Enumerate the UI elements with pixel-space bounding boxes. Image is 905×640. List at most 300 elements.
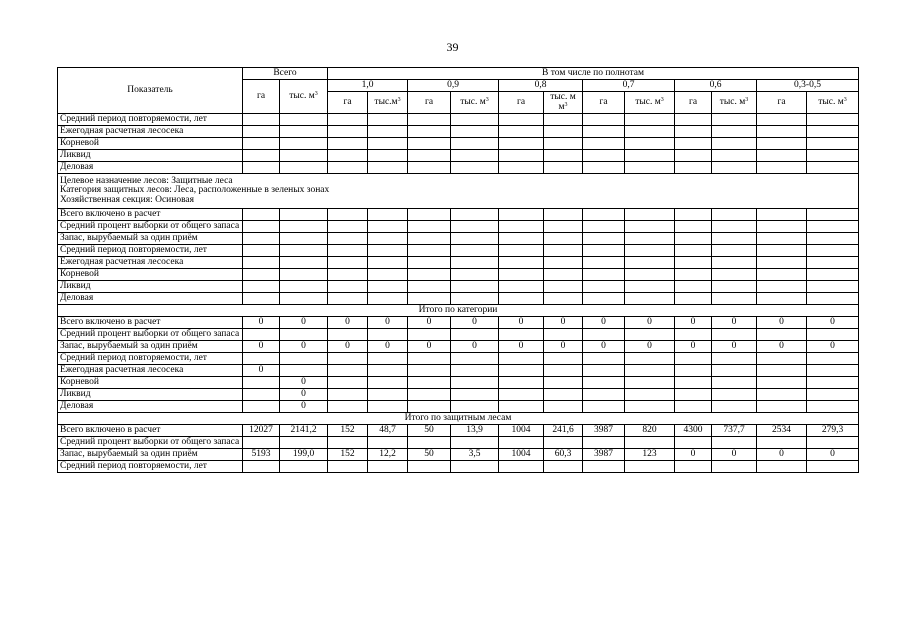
table-row [58, 353, 859, 365]
table-cell [625, 126, 675, 138]
table-row [58, 449, 859, 461]
table-cell [544, 353, 583, 365]
table-cell [499, 329, 544, 341]
table-cell [712, 209, 757, 221]
table-cell [451, 329, 499, 341]
table-cell [625, 114, 675, 126]
table-cell [243, 209, 280, 221]
table-cell: 820 [625, 425, 675, 437]
table-cell [544, 329, 583, 341]
table-cell [328, 401, 368, 413]
row-label: Запас, вырубаемый за один приём [58, 449, 243, 461]
table-row [58, 461, 859, 473]
table-cell [280, 269, 328, 281]
table-cell [757, 461, 807, 473]
table-cell [544, 209, 583, 221]
table-cell [368, 437, 408, 449]
table-cell [757, 245, 807, 257]
table-cell [243, 257, 280, 269]
unit-ha-header: га [328, 92, 368, 114]
table-row [58, 114, 859, 126]
table-cell [451, 221, 499, 233]
table-cell [757, 257, 807, 269]
table-row [58, 317, 859, 329]
header-row-1 [58, 68, 859, 80]
table-cell [712, 365, 757, 377]
row-label: Запас, вырубаемый за один приём [58, 341, 243, 353]
table-row [58, 329, 859, 341]
table-cell: 737,7 [712, 425, 757, 437]
unit-ha-header: га [675, 92, 712, 114]
table-cell [451, 377, 499, 389]
table-cell [544, 126, 583, 138]
table-cell [280, 365, 328, 377]
table-cell [675, 245, 712, 257]
table-cell [757, 401, 807, 413]
table-cell [408, 233, 451, 245]
table-cell [583, 329, 625, 341]
table-row [58, 162, 859, 174]
unit-vol-header: $тыс.м^3$ [368, 92, 408, 114]
table-row [58, 341, 859, 353]
table-cell [807, 126, 859, 138]
table-cell [583, 461, 625, 473]
row-label: Средний процент выборки от общего запаса [58, 329, 243, 341]
table-cell [583, 377, 625, 389]
row-label: Ликвид [58, 281, 243, 293]
table-cell [757, 221, 807, 233]
table-cell [243, 437, 280, 449]
table-cell [499, 162, 544, 174]
table-cell [243, 329, 280, 341]
table-cell [451, 257, 499, 269]
table-cell [451, 353, 499, 365]
table-cell: 0 [675, 317, 712, 329]
protective-total-title: Итого по защитным лесам [58, 413, 859, 425]
table-row [58, 245, 859, 257]
table-cell [243, 162, 280, 174]
table-cell [625, 221, 675, 233]
table-cell [451, 162, 499, 174]
table-cell [583, 209, 625, 221]
total-header: Всего [243, 68, 328, 80]
table-cell [675, 281, 712, 293]
table-cell [368, 389, 408, 401]
table-cell [712, 389, 757, 401]
table-cell [499, 126, 544, 138]
row-label: Средний период повторяемости, лет [58, 461, 243, 473]
density-group-header: В том числе по полнотам [328, 68, 859, 80]
block-4-title-body [58, 413, 859, 425]
unit-vol-header: тыс. $м^3$ [712, 92, 757, 114]
table-cell [408, 437, 451, 449]
table-cell [544, 162, 583, 174]
table-cell [280, 293, 328, 305]
row-label: Ликвид [58, 150, 243, 162]
density-0-9-header: 0,9 [408, 80, 499, 92]
table-cell [368, 377, 408, 389]
row-label: Средний процент выборки от общего запаса [58, 221, 243, 233]
row-label: Ликвид [58, 389, 243, 401]
table-cell: 0 [280, 401, 328, 413]
table-cell [368, 257, 408, 269]
table-cell [675, 209, 712, 221]
table-cell: 0 [675, 341, 712, 353]
table-cell [807, 329, 859, 341]
table-cell: 0 [712, 317, 757, 329]
table-cell: 50 [408, 449, 451, 461]
table-cell [368, 245, 408, 257]
table-row [58, 209, 859, 221]
table-row [58, 257, 859, 269]
table-cell [499, 245, 544, 257]
table-cell [583, 245, 625, 257]
table-cell [583, 114, 625, 126]
table-cell [280, 353, 328, 365]
table-cell [544, 257, 583, 269]
table-cell [368, 281, 408, 293]
table-row [58, 221, 859, 233]
table-cell: 0 [712, 341, 757, 353]
table-cell [451, 126, 499, 138]
block-1-body [58, 114, 859, 174]
table-cell [368, 138, 408, 150]
table-cell [583, 389, 625, 401]
table-cell [368, 221, 408, 233]
table-cell [757, 114, 807, 126]
row-label: Деловая [58, 401, 243, 413]
table-cell: 0 [280, 317, 328, 329]
table-cell [757, 233, 807, 245]
table-cell [408, 257, 451, 269]
row-label: Средний период повторяемости, лет [58, 114, 243, 126]
table-cell [328, 209, 368, 221]
table-cell [328, 437, 368, 449]
table-cell: 60,3 [544, 449, 583, 461]
section-title-row [58, 413, 859, 425]
table-cell [544, 269, 583, 281]
table-cell [280, 138, 328, 150]
table-cell [368, 401, 408, 413]
table-cell [625, 150, 675, 162]
table-cell [243, 377, 280, 389]
table-cell [625, 329, 675, 341]
table-cell [625, 389, 675, 401]
table-cell: 0 [757, 449, 807, 461]
table-cell [675, 329, 712, 341]
table-cell [712, 126, 757, 138]
table-cell [280, 114, 328, 126]
row-label: Всего включено в расчет [58, 209, 243, 221]
table-cell [328, 353, 368, 365]
table-cell: 2534 [757, 425, 807, 437]
indicator-header: Показатель [58, 68, 243, 114]
table-cell [408, 162, 451, 174]
unit-ha-header: га [757, 92, 807, 114]
table-cell [544, 365, 583, 377]
table-cell [368, 365, 408, 377]
info-row [58, 174, 859, 209]
table-cell: 3987 [583, 425, 625, 437]
table-cell [499, 437, 544, 449]
table-cell [807, 162, 859, 174]
row-label: Деловая [58, 293, 243, 305]
table-cell: 152 [328, 425, 368, 437]
economic-section: Хозяйственная секция: Осиновая [60, 194, 195, 205]
table-cell [499, 209, 544, 221]
table-cell [243, 221, 280, 233]
unit-ha-header: га [583, 92, 625, 114]
table-cell [243, 114, 280, 126]
table-cell [368, 461, 408, 473]
table-cell: 0 [451, 341, 499, 353]
table-cell [625, 138, 675, 150]
table-cell: 241,6 [544, 425, 583, 437]
row-label: Ежегодная расчетная лесосека [58, 365, 243, 377]
table-row [58, 437, 859, 449]
table-cell [499, 221, 544, 233]
table-cell [408, 114, 451, 126]
table-row [58, 233, 859, 245]
table-cell [243, 401, 280, 413]
table-row [58, 401, 859, 413]
table-cell: 0 [544, 317, 583, 329]
table-cell: 0 [408, 341, 451, 353]
table-cell [408, 461, 451, 473]
table-row [58, 150, 859, 162]
table-cell [712, 245, 757, 257]
table-cell [675, 114, 712, 126]
table-cell [675, 293, 712, 305]
row-label: Запас, вырубаемый за один приём [58, 233, 243, 245]
table-cell [625, 401, 675, 413]
table-cell: 152 [328, 449, 368, 461]
table-cell [583, 269, 625, 281]
table-cell [451, 389, 499, 401]
table-cell [368, 209, 408, 221]
table-cell [328, 461, 368, 473]
table-cell [807, 389, 859, 401]
total-ha-header: га [243, 80, 280, 114]
table-cell [408, 329, 451, 341]
table-cell [280, 126, 328, 138]
table-cell [544, 138, 583, 150]
total-vol-header: тыс. $м^3$ [280, 80, 328, 114]
table-cell [451, 401, 499, 413]
table-cell [712, 437, 757, 449]
table-cell [712, 114, 757, 126]
table-cell [625, 365, 675, 377]
table-cell [675, 150, 712, 162]
table-cell: 0 [807, 449, 859, 461]
table-cell [712, 401, 757, 413]
table-row [58, 377, 859, 389]
table-cell [712, 281, 757, 293]
table-cell [583, 162, 625, 174]
info-block [58, 174, 859, 209]
table-cell [807, 245, 859, 257]
table-cell [408, 245, 451, 257]
table-cell: 279,3 [807, 425, 859, 437]
table-cell: 199,0 [280, 449, 328, 461]
table-cell [368, 114, 408, 126]
table-cell [368, 150, 408, 162]
table-cell [368, 162, 408, 174]
table-cell [712, 221, 757, 233]
table-cell: 12027 [243, 425, 280, 437]
unit-vol-header: тыс. $м^3$ [807, 92, 859, 114]
table-cell [280, 245, 328, 257]
table-cell [499, 401, 544, 413]
table-cell [712, 162, 757, 174]
table-cell [625, 353, 675, 365]
table-cell [368, 329, 408, 341]
table-cell [583, 281, 625, 293]
table-cell [408, 401, 451, 413]
table-cell [451, 114, 499, 126]
table-cell [328, 162, 368, 174]
table-cell [499, 377, 544, 389]
table-cell: 13,9 [451, 425, 499, 437]
table-cell [280, 209, 328, 221]
table-cell [675, 365, 712, 377]
table-cell [408, 150, 451, 162]
table-cell [675, 401, 712, 413]
table-cell: 3987 [583, 449, 625, 461]
table-cell [451, 365, 499, 377]
table-cell [712, 293, 757, 305]
table-row [58, 269, 859, 281]
table-cell [280, 257, 328, 269]
table-cell [328, 365, 368, 377]
table-cell [757, 269, 807, 281]
table-cell [544, 245, 583, 257]
table-cell [675, 233, 712, 245]
page-number: 39 [446, 40, 459, 54]
table-row [58, 281, 859, 293]
table-cell [712, 233, 757, 245]
table-row [58, 138, 859, 150]
table-cell [712, 138, 757, 150]
row-label: Средний процент выборки от общего запаса [58, 437, 243, 449]
density-0-8-header: 0,8 [499, 80, 583, 92]
table-cell [712, 150, 757, 162]
table-cell [583, 257, 625, 269]
table-cell [328, 138, 368, 150]
block-4-body [58, 425, 859, 473]
table-cell [499, 293, 544, 305]
table-cell [544, 221, 583, 233]
table-cell [368, 293, 408, 305]
density-0-3-0-5-header: 0,3-0,5 [757, 80, 859, 92]
table-cell [583, 126, 625, 138]
table-cell [243, 126, 280, 138]
table-cell [712, 461, 757, 473]
table-cell [328, 377, 368, 389]
block-3-title-body [58, 305, 859, 317]
table-cell [408, 281, 451, 293]
table-cell [807, 377, 859, 389]
table-cell: 0 [280, 377, 328, 389]
table-cell [408, 126, 451, 138]
table-cell [675, 389, 712, 401]
table-cell: 0 [328, 317, 368, 329]
table-cell [408, 221, 451, 233]
unit-ha-header: га [499, 92, 544, 114]
table-cell [243, 269, 280, 281]
table-cell [243, 281, 280, 293]
table-cell [675, 269, 712, 281]
table-cell: 0 [408, 317, 451, 329]
table-cell [625, 162, 675, 174]
table-cell [280, 150, 328, 162]
table-cell [583, 353, 625, 365]
table-cell [583, 138, 625, 150]
table-cell [328, 126, 368, 138]
table-cell [544, 150, 583, 162]
table-cell [328, 329, 368, 341]
table-cell [583, 365, 625, 377]
table-cell [675, 377, 712, 389]
table-cell [499, 138, 544, 150]
table-cell: 0 [675, 449, 712, 461]
table-cell: 0 [807, 317, 859, 329]
table-cell [451, 293, 499, 305]
row-label: Корневой [58, 377, 243, 389]
category-total-title: Итого по категории [58, 305, 859, 317]
row-label: Всего включено в расчет [58, 317, 243, 329]
table-cell [807, 114, 859, 126]
table-row [58, 389, 859, 401]
table-cell: 0 [368, 317, 408, 329]
table-cell [712, 353, 757, 365]
table-cell [675, 461, 712, 473]
table-cell [625, 245, 675, 257]
unit-vol-header: тыс. $м^3$ [451, 92, 499, 114]
table-cell: 0 [544, 341, 583, 353]
table-cell: 0 [583, 317, 625, 329]
table-cell [408, 293, 451, 305]
unit-ha-header: га [408, 92, 451, 114]
table-cell [625, 437, 675, 449]
table-cell [757, 150, 807, 162]
table-row [58, 293, 859, 305]
table-cell [451, 209, 499, 221]
table-cell [499, 257, 544, 269]
table-cell [544, 377, 583, 389]
table-cell [544, 281, 583, 293]
table-cell [328, 281, 368, 293]
table-cell [499, 150, 544, 162]
table-cell [712, 329, 757, 341]
table-cell [807, 437, 859, 449]
row-label: Всего включено в расчет [58, 425, 243, 437]
table-cell: 5193 [243, 449, 280, 461]
table-cell [625, 281, 675, 293]
row-label: Ежегодная расчетная лесосека [58, 126, 243, 138]
table-cell [757, 353, 807, 365]
table-cell [243, 389, 280, 401]
table-cell [757, 329, 807, 341]
table-cell: 0 [368, 341, 408, 353]
table-cell [625, 209, 675, 221]
table-cell [807, 150, 859, 162]
table-cell [757, 126, 807, 138]
table-cell [583, 233, 625, 245]
table-cell [807, 221, 859, 233]
table-cell [368, 126, 408, 138]
table-cell [499, 233, 544, 245]
